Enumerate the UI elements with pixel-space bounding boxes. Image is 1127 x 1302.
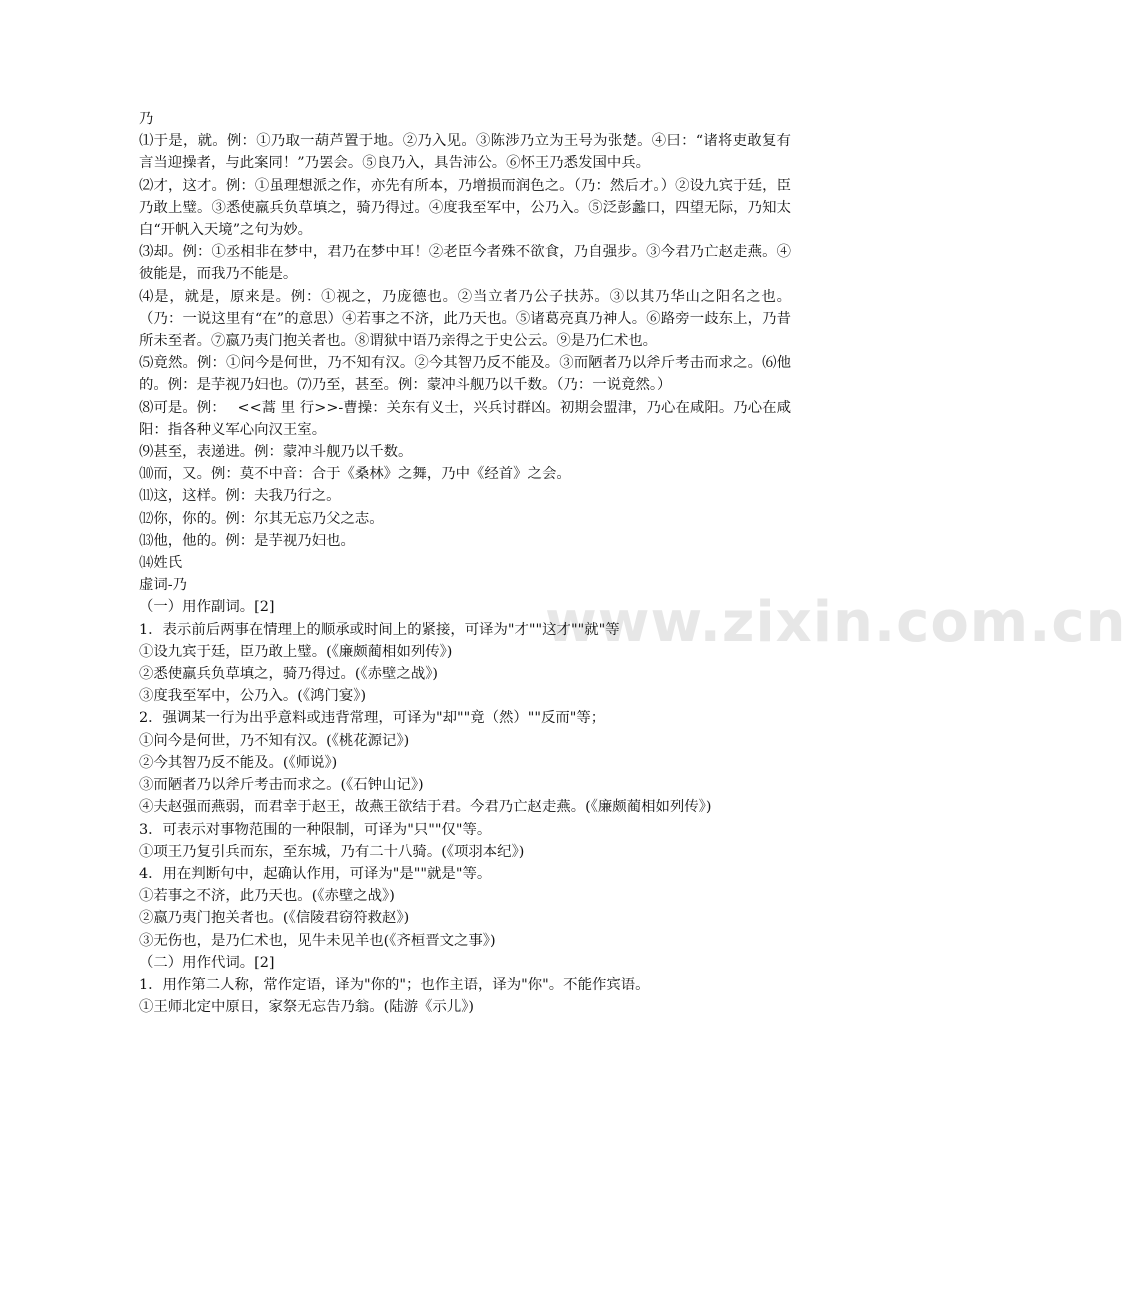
example-line: ①王师北定中原日，家祭无忘告乃翁。(陆游《示儿》) xyxy=(139,999,475,1016)
usage-1: 1．表示前后两事在情理上的顺承或时间上的紧接，可译为"才""这才""就"等 xyxy=(139,621,620,638)
definition-14: ⒁姓氏 xyxy=(139,555,183,572)
usage-2: 2．强调某一行为出乎意料或违背常理，可译为"却""竟（然）""反而"等； xyxy=(139,710,606,727)
heading-nai: 乃 xyxy=(139,111,154,127)
usage-3: 3．可表示对事物范围的一种限制，可译为"只""仅"等。 xyxy=(139,821,492,838)
document-body xyxy=(139,108,791,1018)
example-line: ③而陋者乃以斧斤考击而求之。(《石钟山记》) xyxy=(139,777,424,794)
definition-3: ⑶却。例：①丞相非在梦中，君乃在梦中耳！②老臣今者殊不欲食，乃自强步。③今君乃亡赵走燕。④彼能是，而我乃不能是。 xyxy=(139,244,791,283)
definition-2: ⑵才，这才。例：①虽理想派之作，亦先有所本，乃增损而润色之。（乃：然后才。）②设九宾于廷，臣乃敢上璧。③悉使羸兵负草填之，骑乃得过。④度我至军中，公乃入。⑤泛彭蠡口，四望无际，乃知太白“开帆入天境”之句为妙。 xyxy=(139,177,791,239)
example-line: ②悉使羸兵负草填之，骑乃得过。(《赤壁之战》) xyxy=(139,666,439,683)
usage-pronoun-1: 1．用作第二人称，常作定语，译为"你的"；也作主语，译为"你"。不能作宾语。 xyxy=(139,976,650,993)
usage-4: 4．用在判断句中，起确认作用，可译为"是""就是"等。 xyxy=(139,865,492,882)
watermark: www.zixin.com.cn xyxy=(545,590,1127,655)
example-line: ①项王乃复引兵而东，至东城，乃有二十八骑。(《项羽本纪》) xyxy=(139,843,525,860)
subsection-adverb: （一）用作副词。[2] xyxy=(139,599,275,616)
definition-8: ⑻可是。例： <<蒿 里 行>>-曹操：关东有义士，兴兵讨群凶。初期会盟津，乃心在咸阳。乃心在咸阳：指各种义军心向汉王室。 xyxy=(139,399,791,438)
definition-12: ⑿你，你的。例：尔其无忘乃父之志。 xyxy=(139,510,384,527)
example-line: ②今其智乃反不能及。(《师说》) xyxy=(139,754,338,771)
example-line: ④夫赵强而燕弱，而君幸于赵王，故燕王欲结于君。今君乃亡赵走燕。(《廉颇蔺相如列传》) xyxy=(139,799,712,816)
definition-13: ⒀他，他的。例：是芋视乃妇也。 xyxy=(139,532,355,549)
definition-11: ⑾这，这样。例：夫我乃行之。 xyxy=(139,488,341,505)
subsection-pronoun: （二）用作代词。[2] xyxy=(139,954,275,971)
example-line: ③无伤也，是乃仁术也，见牛未见羊也(《齐桓晋文之事》) xyxy=(139,932,496,949)
section-title: 虚词-乃 xyxy=(139,577,188,594)
definition-9: ⑼甚至，表递进。例：蒙冲斗舰乃以千数。 xyxy=(139,444,413,461)
definition-4: ⑷是，就是，原来是。例：①视之，乃庞德也。②当立者乃公子扶苏。③以其乃华山之阳名之也。（乃：一说这里有“在”的意思）④若事之不济，此乃天也。⑤诸葛亮真乃神人。⑥路旁一歧东上，乃昔所未至者。⑦嬴乃夷门抱关者也。⑧谓狱中语乃亲得之于史公云。⑨是乃仁术也。 xyxy=(139,288,791,350)
example-line: ②嬴乃夷门抱关者也。(《信陵君窃符救赵》) xyxy=(139,910,410,927)
example-line: ③度我至军中，公乃入。(《鸿门宴》) xyxy=(139,688,367,705)
example-line: ①问今是何世，乃不知有汉。(《桃花源记》) xyxy=(139,732,410,749)
example-line: ①若事之不济，此乃天也。(《赤壁之战》) xyxy=(139,888,395,905)
example-line: ①设九宾于廷，臣乃敢上璧。(《廉颇蔺相如列传》) xyxy=(139,643,453,660)
definition-1: ⑴于是，就。例：①乃取一葫芦置于地。②乃入见。③陈涉乃立为王号为张楚。④曰：“诸将吏敢复有言当迎操者，与此案同！”乃罢会。⑤良乃入，具告沛公。⑥怀王乃悉发国中兵。 xyxy=(139,133,791,172)
definition-10: ⑽而，又。例：莫不中音：合于《桑林》之舞，乃中《经首》之会。 xyxy=(139,466,571,483)
definition-5-7: ⑸竟然。例：①问今是何世，乃不知有汉。②今其智乃反不能及。③而陋者乃以斧斤考击而求之。⑹他的。例：是芋视乃妇也。⑺乃至，甚至。例：蒙冲斗舰乃以千数。（乃：一说竟然。） xyxy=(139,355,791,394)
